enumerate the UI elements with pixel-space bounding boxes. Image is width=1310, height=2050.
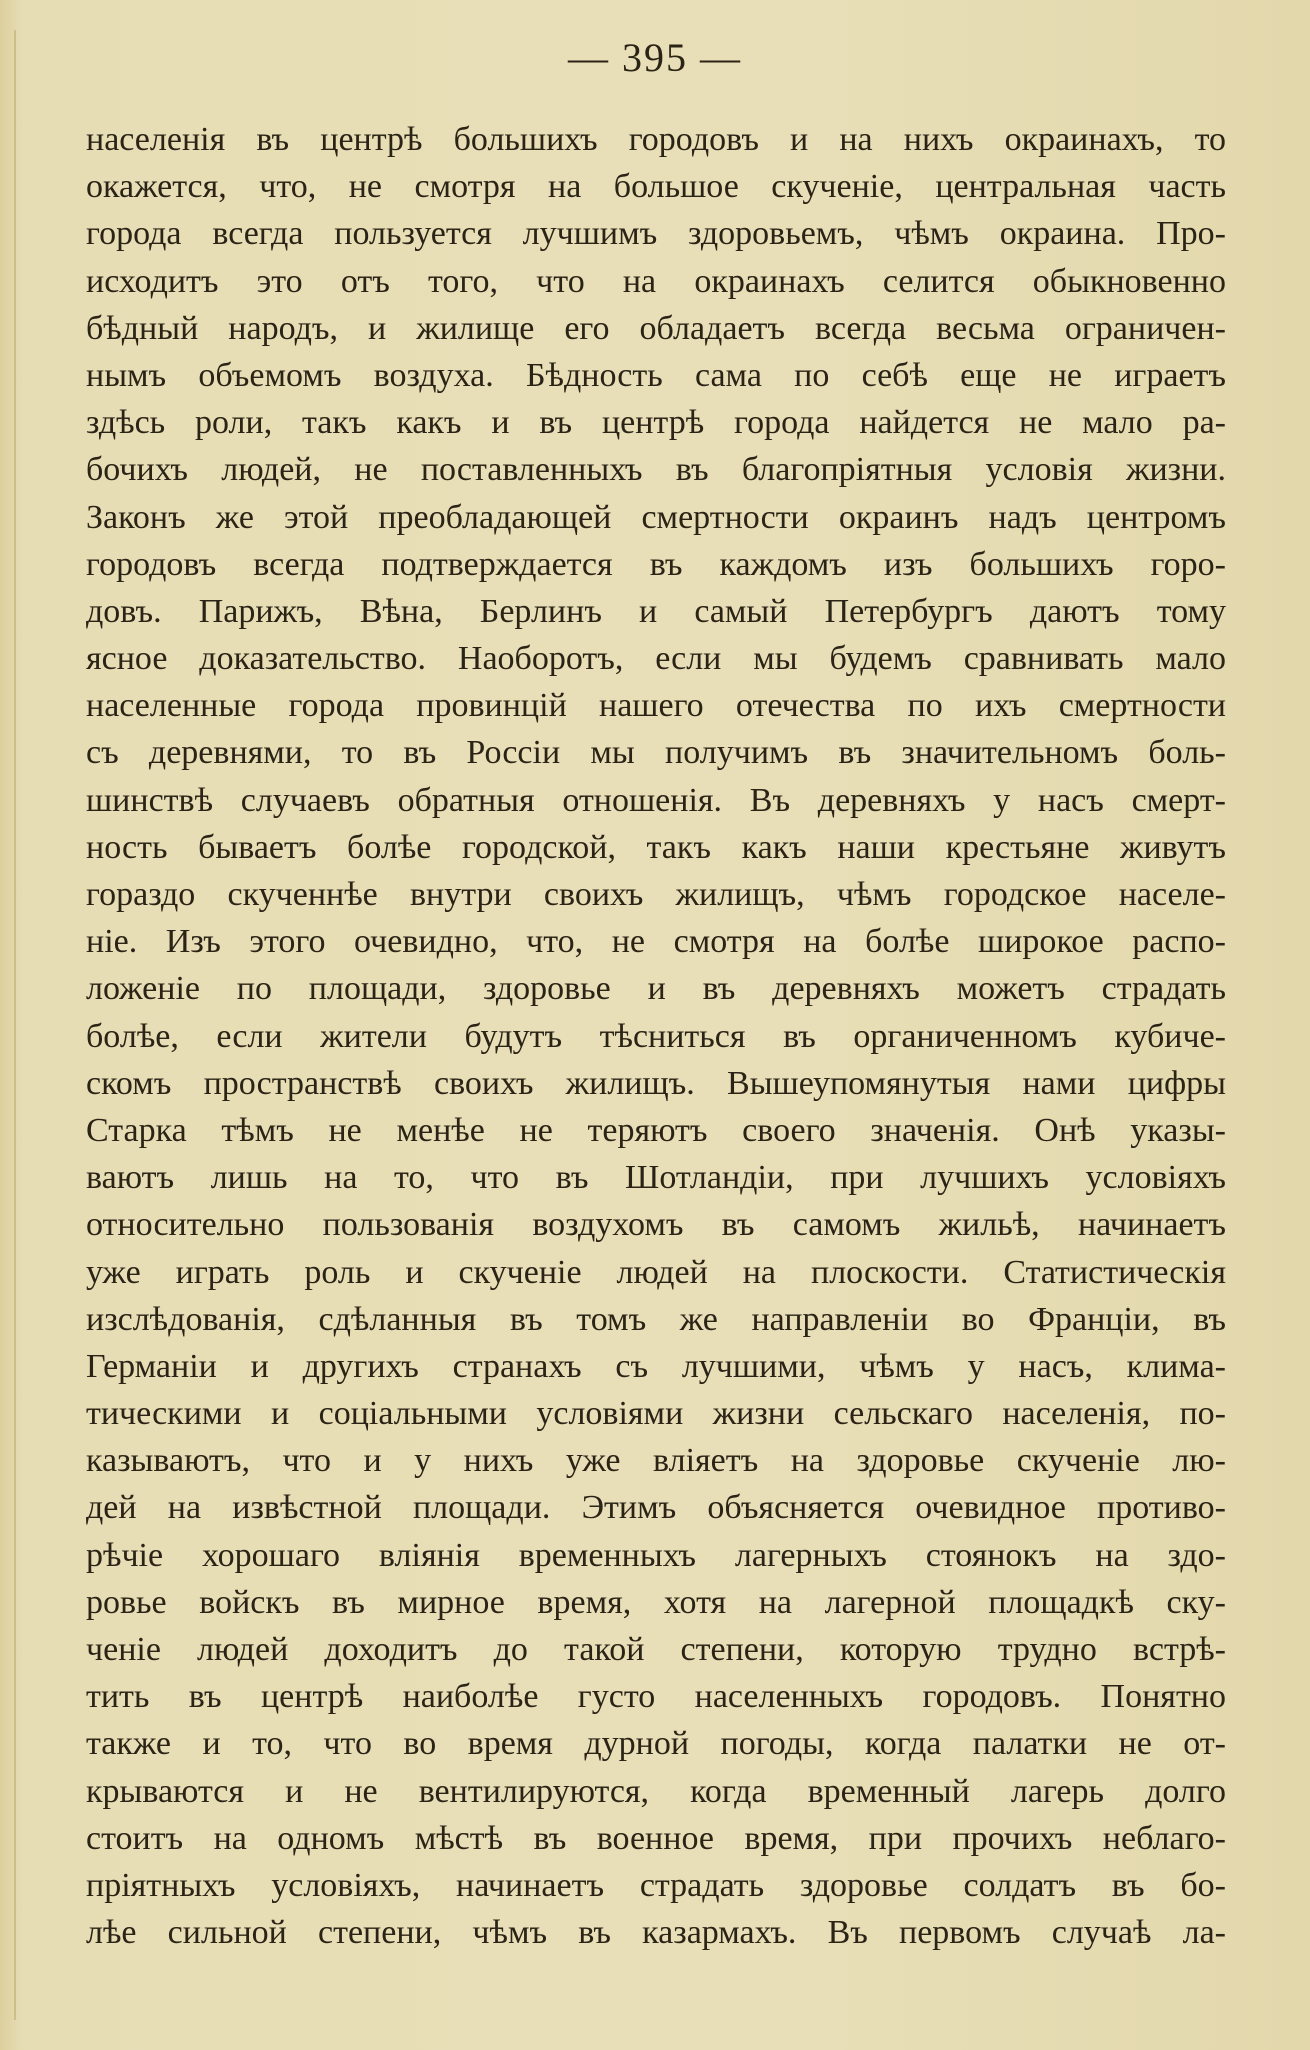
text-line: ность бываетъ болѣе городской, такъ какъ наши крестьяне живутъ [86,828,1226,866]
text-line: ваютъ лишь на то, что въ Шотландіи, при лучшихъ условіяхъ [86,1159,1226,1197]
text-line: лѣе сильной степени, чѣмъ въ казармахъ. Въ первомъ случаѣ ла- [86,1914,1226,1952]
text-line: крываются и не вентилируются, когда временный лагерь долго [86,1772,1226,1810]
text-line: здѣсь роли, такъ какъ и въ центрѣ города найдется не мало ра- [86,404,1226,442]
text-line: дей на извѣстной площади. Этимъ объясняется очевидное противо- [86,1489,1226,1527]
text-line: скомъ пространствѣ своихъ жилищъ. Вышеупомянутыя нами цифры [86,1064,1226,1102]
text-line: тить въ центрѣ наиболѣе густо населенныхъ городовъ. Понятно [86,1678,1226,1716]
text-line: нымъ объемомъ воздуха. Бѣдность сама по себѣ еще не играетъ [86,356,1226,394]
text-line: ніе. Изъ этого очевидно, что, не смотря на болѣе широкое распо- [86,923,1226,961]
text-line: Германіи и другихъ странахъ съ лучшими, чѣмъ у насъ, клима- [86,1347,1226,1385]
text-line: населенія въ центрѣ большихъ городовъ и на нихъ окраинахъ, то [86,121,1226,158]
text-line: населенные города провинцій нашего отечества по ихъ смертности [86,687,1226,725]
text-line: довъ. Парижъ, Вѣна, Берлинъ и самый Петербургъ даютъ тому [86,592,1226,630]
text-line: болѣе, если жители будутъ тѣсниться въ органиченномъ кубиче- [86,1017,1226,1055]
text-line: ровье войскъ въ мирное время, хотя на лагерной площадкѣ ску- [86,1583,1226,1621]
text-line: ложеніе по площади, здоровье и въ деревняхъ можетъ страдать [86,970,1226,1008]
text-line: бочихъ людей, не поставленныхъ въ благопріятныя условія жизни. [86,451,1226,489]
text-line: уже играть роль и скученіе людей на плоскости. Статистическія [86,1253,1226,1291]
body-text [86,116,1226,1956]
text-line: окажется, что, не смотря на большое скученіе, центральная часть [86,168,1226,206]
binding-edge [14,30,16,2020]
text-line: изслѣдованія, сдѣланныя въ томъ же направленіи во Франціи, въ [86,1300,1226,1338]
text-line: тическими и соціальными условіями жизни сельскаго населенія, по- [86,1395,1226,1433]
text-line: исходитъ это отъ того, что на окраинахъ селится обыкновенно [86,262,1226,300]
text-line: Старка тѣмъ не менѣе не теряютъ своего значенія. Онѣ указы- [86,1111,1226,1149]
text-line: относительно пользованія воздухомъ въ самомъ жильѣ, начинаетъ [86,1206,1226,1244]
text-line: пріятныхъ условіяхъ, начинаетъ страдать здоровье солдатъ въ бо- [86,1866,1226,1904]
text-line: стоитъ на одномъ мѣстѣ въ военное время, при прочихъ неблаго- [86,1819,1226,1857]
text-line: Законъ же этой преобладающей смертности окраинъ надъ центромъ [86,498,1226,536]
text-line: города всегда пользуется лучшимъ здоровьемъ, чѣмъ окраина. Про- [86,215,1226,253]
text-line: городовъ всегда подтверждается въ каждомъ изъ большихъ горо- [86,545,1226,583]
text-line: съ деревнями, то въ Россіи мы получимъ въ значительномъ боль- [86,734,1226,772]
page-number: — 395 — [568,35,742,80]
text-line: шинствѣ случаевъ обратныя отношенія. Въ деревняхъ у насъ смерт- [86,781,1226,819]
text-line: ченіе людей доходитъ до такой степени, которую трудно встрѣ- [86,1631,1226,1668]
text-line: ясное доказательство. Наоборотъ, если мы будемъ сравнивать мало [86,640,1226,678]
text-line: гораздо скученнѣе внутри своихъ жилищъ, чѣмъ городское населе- [86,876,1226,913]
text-line: бѣдный народъ, и жилище его обладаетъ всегда весьма ограничен- [86,309,1226,347]
text-line: казываютъ, что и у нихъ уже вліяетъ на здоровье скученіе лю- [86,1442,1226,1480]
text-line: рѣчіе хорошаго вліянія временныхъ лагерныхъ стоянокъ на здо- [86,1536,1226,1574]
text-line: также и то, что во время дурной погоды, когда палатки не от- [86,1725,1226,1763]
